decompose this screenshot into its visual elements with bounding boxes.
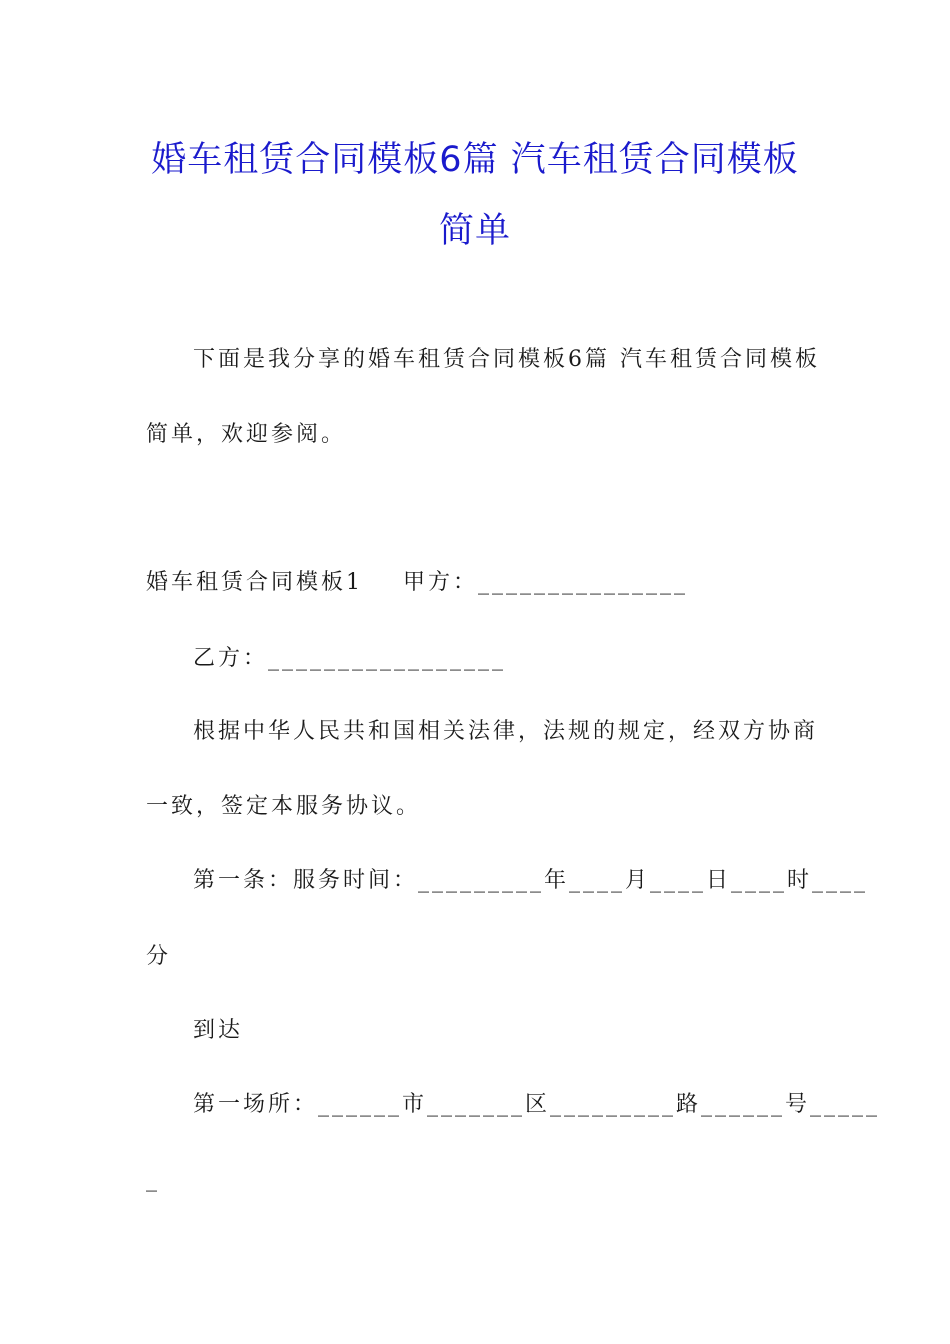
- basis-line-1: 根据中华人民共和国相关法律，法规的规定，经双方协商: [193, 719, 819, 744]
- section-heading: 婚车租赁合同模板1: [146, 570, 363, 595]
- place-line-2: _: [146, 1167, 160, 1192]
- document-title-line-2: 简单: [438, 211, 511, 251]
- party-b-field: 乙方：_________________: [193, 646, 507, 671]
- intro-line-1: 下面是我分享的婚车租赁合同模板6篇 汽车租赁合同模板: [193, 347, 820, 372]
- place-line-1: 第一场所：______市_______区_________路______号_____: [193, 1092, 881, 1117]
- document-title-line-1: 婚车租赁合同模板6篇 汽车租赁合同模板: [151, 140, 799, 180]
- arrive-text: 到达: [193, 1018, 244, 1043]
- article-1-line-1: 第一条：服务时间：_________年____月____日____时____: [193, 868, 869, 893]
- intro-line-2: 简单，欢迎参阅。: [146, 422, 347, 447]
- article-1-line-2: 分: [146, 944, 172, 969]
- party-a-field: 甲方：_______________: [403, 570, 689, 595]
- basis-line-2: 一致，签定本服务协议。: [146, 794, 422, 819]
